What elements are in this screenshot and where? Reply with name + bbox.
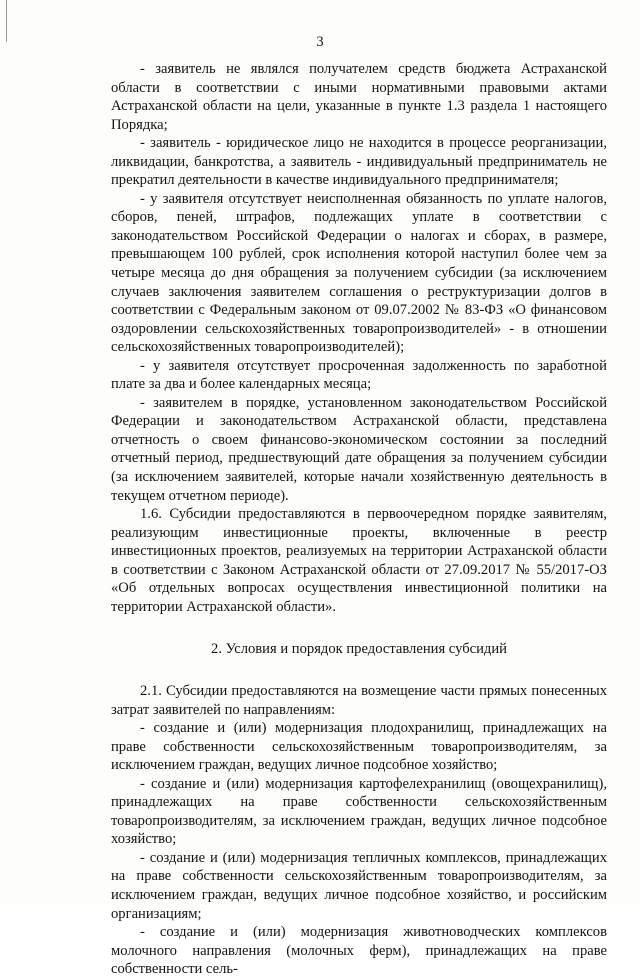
paragraph: - заявитель не являлся получателем средств бюджета Астраханской области в соответствии с иными нормативными правовыми актами Астраханской области на цели, указанные в пункте 1.3 раздела 1 настоящего Порядка; [111,61,607,133]
section-heading: 2. Условия и порядок предоставления субсидий [211,641,507,658]
paragraph: - создание и (или) модернизация тепличных комплексов, принадлежащих на праве собственности сельскохозяйственным товаропроизводителям, за исключением граждан, ведущих личное подсобное хозяйство, и российским организациям; [111,849,607,922]
paragraph: - заявитель - юридическое лицо не находится в процессе реорганизации, ликвидации, банкротства, а заявитель - индивидуальный предприниматель не прекратил деятельности в качестве индивидуального предпринимателя; [111,135,607,189]
paragraph: 1.6. Субсидии предоставляются в первоочередном порядке заявителям, реализующим инвестиционные проекты, включенные в реестр инвестиционных проектов, реализуемых на территории Астраханской области в соответствии с Законом Астраханской области от 27.09.2017 № 55/2017-ОЗ «Об отдельных вопросах осуществления инвестиционной политики на территории Астраханской области». [111,506,607,615]
paragraph: - создание и (или) модернизация картофелехранилищ (овощехранилищ), принадлежащих на праве собственности сельскохозяйственным товаропроизводителям, за исключением граждан, ведущих личное подсобное хозяйство; [111,775,607,848]
document-body [111,60,607,979]
paragraph: - создание и (или) модернизация животноводческих комплексов молочного направления (молочных ферм), принадлежащих на праве собственности сель- [111,924,607,978]
paragraph: 2.1. Субсидии предоставляются на возмещение части прямых понесенных затрат заявителей по направлениям: [111,682,607,718]
page-number: 3 [316,34,324,50]
paragraph: - у заявителя отсутствует просроченная задолженность по заработной плате за два и более календарных месяца; [111,357,607,393]
paragraph: - заявителем в порядке, установленном законодательством Российской Федерации и законодательством Астраханской области, представлена отчетность о своем финансово-экономическом состоянии за последний отчетный период, предшествующий дате обращения за получением субсидии (за исключением заявителей, которые начали хозяйственную деятельность в текущем отчетном периоде). [111,394,607,504]
paragraph: - у заявителя отсутствует неисполненная обязанность по уплате налогов, сборов, пеней, штрафов, подлежащих уплате в соответствии с законодательством Российской Федерации о налогах и сборах, в размере, превышающем 100 рублей, срок исполнения которой наступил более чем за четыре месяца до дня обращения за получением субсидии (за исключением случаев заключения заявителем соглашения о реструктуризации долгов в соответствии с Федеральным законом от 09.07.2002 № 83-ФЗ «О финансовом оздоровлении сельскохозяйственных товаропроизводителей» - в отношении сельскохозяйственных товаропроизводителей); [111,190,607,356]
paragraph: - создание и (или) модернизация плодохранилищ, принадлежащих на праве собственности сельскохозяйственным товаропроизводителям, за исключением граждан, ведущих личное подсобное хозяйство; [111,720,607,774]
